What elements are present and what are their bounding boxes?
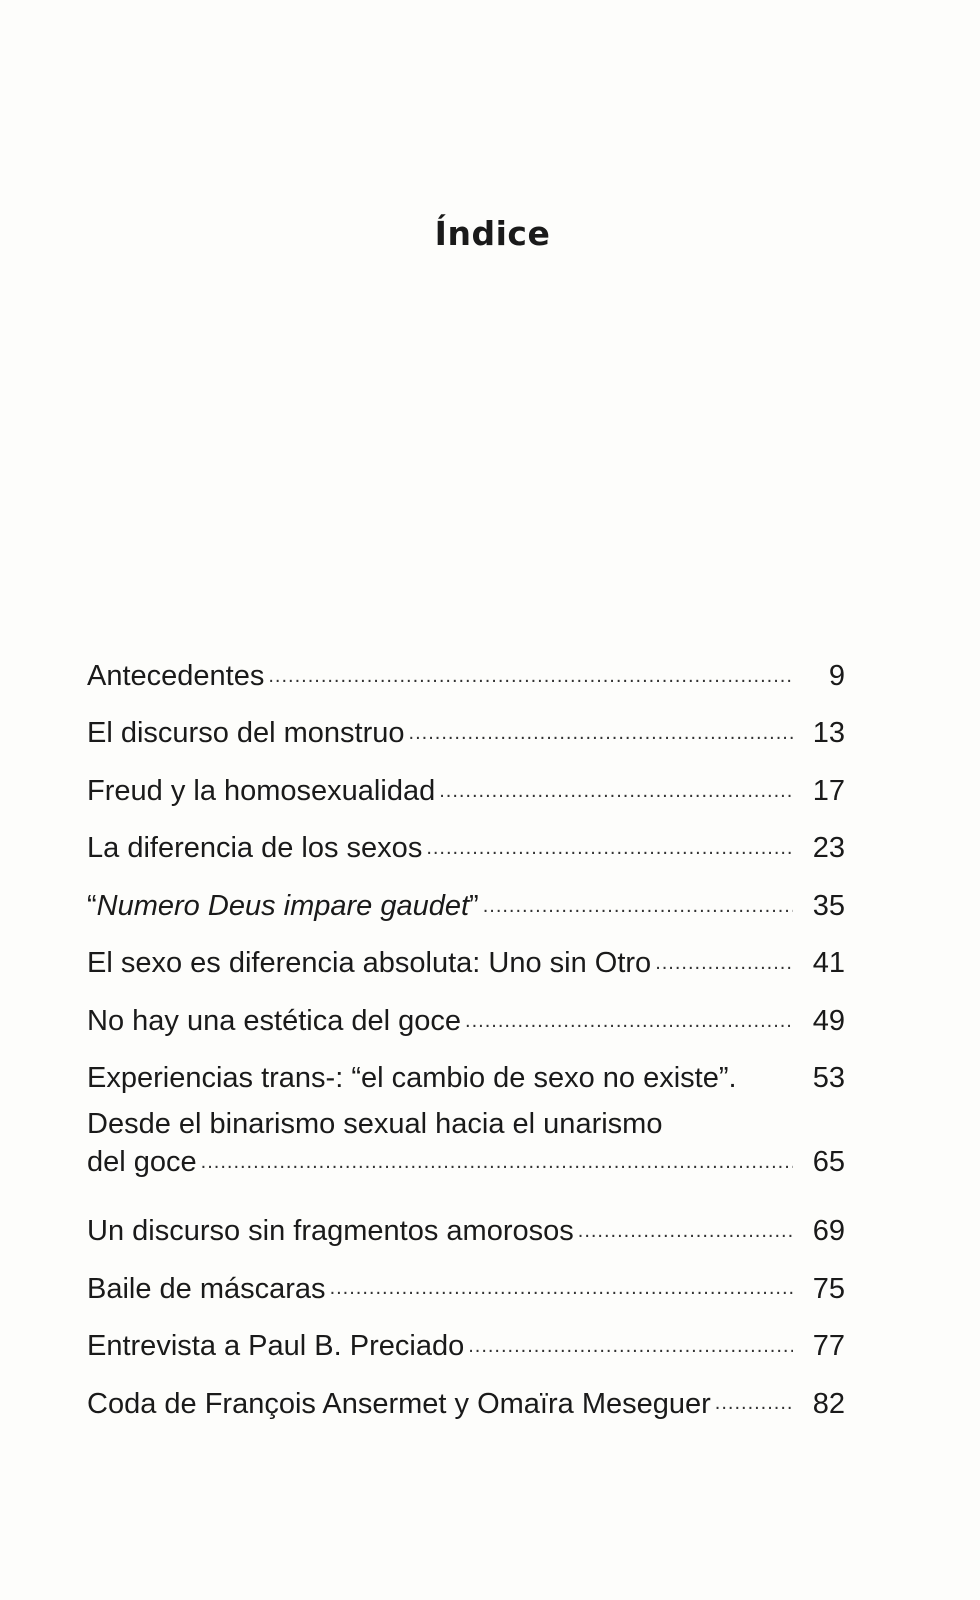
toc-entry-page: 23	[812, 832, 845, 865]
dot-leader	[439, 779, 793, 803]
toc-entry[interactable]	[87, 636, 845, 694]
toc-entry-page: 13	[812, 717, 845, 750]
toc-entry-page: 35	[812, 889, 845, 922]
toc-entry[interactable]	[87, 1306, 845, 1364]
toc-entry[interactable]	[87, 1039, 845, 1097]
dot-leader	[578, 1219, 793, 1243]
table-of-contents	[87, 636, 845, 1421]
toc-entry[interactable]	[87, 751, 845, 809]
toc-entry-page: 77	[812, 1330, 845, 1363]
toc-entry-title: No hay una estética del goce	[87, 1004, 462, 1037]
toc-entry-title-line1: Desde el binarismo sexual hacia el unarismo	[87, 1108, 663, 1140]
toc-entry[interactable]	[87, 866, 845, 924]
toc-entry[interactable]	[87, 1249, 845, 1307]
toc-entry[interactable]	[87, 809, 845, 867]
toc-entry-title: El sexo es diferencia absoluta: Uno sin Otro	[87, 947, 652, 980]
dot-leader	[468, 1334, 793, 1358]
dot-leader	[268, 664, 793, 688]
toc-entry-title-line2: del goce	[87, 1145, 197, 1178]
page-title: Índice	[434, 214, 551, 254]
toc-entry-page: 53	[812, 1062, 845, 1095]
toc-entry-page: 82	[812, 1387, 845, 1420]
toc-entry[interactable]	[87, 924, 845, 982]
dot-leader	[465, 1009, 793, 1033]
open-quote: “	[87, 889, 97, 922]
toc-entry-page: 49	[812, 1004, 845, 1037]
toc-entry-page: 9	[828, 659, 845, 692]
toc-entry-page: 65	[812, 1145, 845, 1178]
toc-entry-page: 69	[812, 1215, 845, 1248]
close-quote: ”	[469, 889, 479, 922]
dot-leader	[201, 1149, 793, 1175]
toc-entry-title: Freud y la homosexualidad	[87, 774, 436, 807]
toc-entry-title: El discurso del monstruo	[87, 717, 405, 750]
italic-title: Numero Deus impare gaudet	[96, 889, 470, 922]
toc-entry[interactable]	[87, 1106, 845, 1181]
toc-entry-title: La diferencia de los sexos	[87, 832, 423, 865]
toc-entry-title: Experiencias trans-: “el cambio de sexo no existe”.	[87, 1062, 737, 1095]
dot-leader	[655, 951, 793, 975]
toc-entry-page: 17	[812, 774, 845, 807]
toc-entry[interactable]	[87, 981, 845, 1039]
toc-entry-page: 75	[812, 1272, 845, 1305]
toc-entry[interactable]	[87, 1364, 845, 1422]
toc-entry-page: 41	[812, 947, 845, 980]
toc-entry[interactable]	[87, 694, 845, 752]
toc-entry-title: Antecedentes	[87, 659, 265, 692]
dot-leader	[409, 721, 793, 745]
dot-leader	[426, 836, 793, 860]
dot-leader	[715, 1391, 793, 1415]
toc-entry-title: Baile de máscaras	[87, 1272, 326, 1305]
toc-entry-title: Entrevista a Paul B. Preciado	[87, 1330, 465, 1363]
dot-leader	[483, 894, 793, 918]
toc-entry-title: Un discurso sin fragmentos amorosos	[87, 1215, 574, 1248]
toc-entry[interactable]	[87, 1191, 845, 1249]
dot-leader	[330, 1276, 793, 1300]
toc-entry-title	[87, 889, 479, 924]
toc-entry-title: Coda de François Ansermet y Omaïra Meseguer	[87, 1387, 711, 1420]
